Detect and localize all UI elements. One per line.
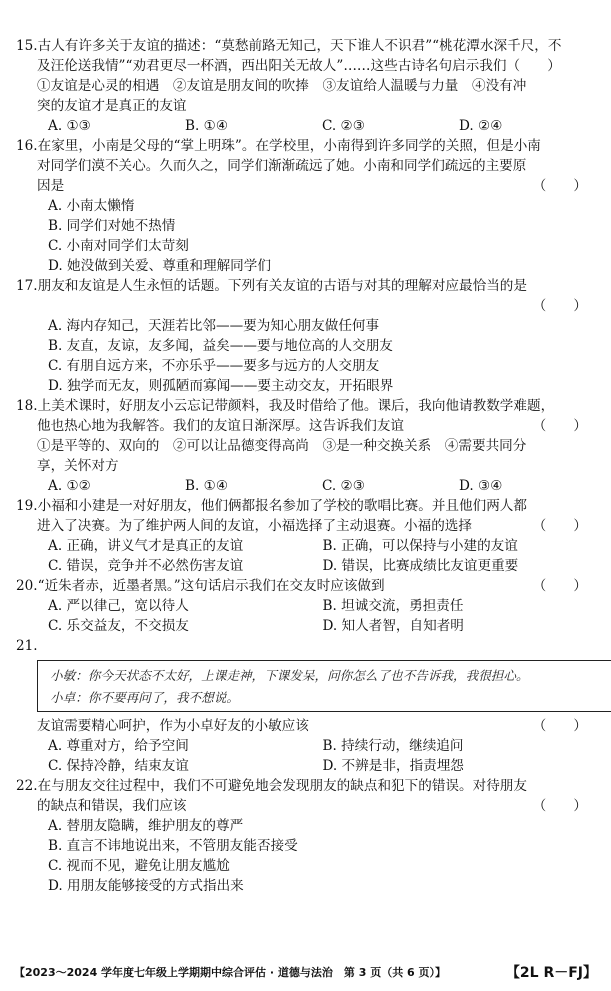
answer-blank[interactable]: （ ）	[532, 298, 587, 314]
question-20	[16, 576, 597, 636]
option-b[interactable]: B. 坦诚交流，勇担责任	[322, 598, 464, 614]
question-15-options	[16, 116, 597, 136]
option-d[interactable]: D. 她没做到关爱、尊重和理解同学们	[48, 258, 271, 274]
option-d[interactable]: D. 用朋友能够接受的方式指出来	[48, 878, 244, 894]
question-15-statements-1: ①友谊是心灵的相遇 ②友谊是朋友间的吹捧 ③友谊给人温暖与力量 ④没有冲	[37, 78, 527, 94]
option-c[interactable]: C. 有朋自远方来，不亦乐乎——要多与远方的人交朋友	[48, 358, 380, 374]
question-21-number-line	[16, 636, 597, 656]
question-19-stem-text-1: 小福和小建是一对好朋友，他们俩都报名参加了学校的歌唱比赛。并且他们两人都	[37, 498, 527, 514]
answer-blank[interactable]: （ ）	[532, 418, 587, 434]
question-22-stem-text-1: 在与朋友交往过程中，我们不可避免地会发现朋友的缺点和犯下的错误。对待朋友	[37, 778, 527, 794]
question-22-number: 22.	[16, 778, 38, 794]
option-d[interactable]: D. 知人者智，自知者明	[322, 618, 464, 634]
question-16-stem-line-3	[16, 176, 597, 196]
option-a[interactable]: A. 正确，讲义气才是真正的友谊	[48, 538, 244, 554]
question-19-options-row-2	[16, 556, 597, 576]
question-17-stem-text-1: 朋友和友谊是人生永恒的话题。下列有关友谊的古语与对其的理解对应最恰当的是	[37, 278, 527, 294]
option-a[interactable]: A. ①②	[48, 478, 91, 494]
question-18-stem-text-1: 上美术课时，好朋友小云忘记带颜料，我及时借给了他。课后，我向他请教数学难题，	[37, 398, 555, 414]
option-a[interactable]: A. 尊重对方，给予空间	[48, 738, 189, 754]
question-21-stem-line-1	[16, 716, 597, 736]
question-22-stem-line-1	[16, 776, 597, 796]
question-18-stem-line-1	[16, 396, 597, 416]
option-b[interactable]: B. 同学们对她不热情	[48, 218, 176, 234]
option-b[interactable]: B. ①④	[185, 478, 229, 494]
question-17	[16, 276, 597, 396]
question-19-stem-text-2: 进入了决赛。为了维护两人间的友谊，小福选择了主动退赛。小福的选择	[37, 518, 472, 534]
question-18-stem-text-2: 他也热心地为我解答。我们的友谊日渐深厚。这告诉我们友谊	[37, 418, 405, 434]
option-c[interactable]: C. 视而不见，避免让朋友尴尬	[48, 858, 230, 874]
option-d[interactable]: D. 独学而无友，则孤陋而寡闻——要主动交友，开拓眼界	[48, 378, 394, 394]
option-a[interactable]: A. 小南太懒惰	[48, 198, 135, 214]
question-19-number: 19.	[16, 498, 38, 514]
question-17-number: 17.	[16, 278, 38, 294]
question-16	[16, 136, 597, 276]
option-a[interactable]: A. 严以律己，宽以待人	[48, 598, 189, 614]
question-15-stem-line-1	[16, 36, 597, 56]
answer-blank[interactable]: （ ）	[532, 578, 587, 594]
option-c[interactable]: C. ②③	[322, 478, 365, 494]
dialog-box	[37, 660, 611, 712]
option-b[interactable]: B. 正确，可以保持与小建的友谊	[322, 538, 518, 554]
question-19-stem-line-1	[16, 496, 597, 516]
question-21	[16, 636, 597, 776]
answer-blank[interactable]: （ ）	[532, 798, 587, 814]
question-19-stem-line-2	[16, 516, 597, 536]
question-16-stem-line-2: 对同学们漠不关心。久而久之，同学们渐渐疏远了她。小南和同学们疏远的主要原	[37, 158, 527, 174]
question-16-stem-text-1: 在家里，小南是父母的“掌上明珠”。在学校里，小南得到许多同学的关照，但是小南	[37, 138, 541, 154]
option-a[interactable]: A. ①③	[48, 118, 91, 134]
option-a[interactable]: A. 替朋友隐瞒，维护朋友的尊严	[48, 818, 244, 834]
question-17-stem-line-1	[16, 276, 597, 296]
option-c[interactable]: C. ②③	[322, 118, 365, 134]
answer-blank[interactable]: （ ）	[532, 178, 587, 194]
question-18-stem-line-2	[16, 416, 597, 436]
page-footer	[0, 962, 611, 984]
question-16-stem-text-3: 因是	[37, 178, 65, 194]
option-b[interactable]: B. ①④	[185, 118, 229, 134]
question-15-number: 15.	[16, 38, 38, 54]
option-b[interactable]: B. 直言不讳地说出来，不管朋友能否接受	[48, 838, 298, 854]
question-15-statements-2: 突的友谊才是真正的友谊	[37, 98, 187, 114]
question-21-options-row-2	[16, 756, 597, 776]
question-20-stem-text-1: “近朱者赤，近墨者黑。”这句话启示我们在交友时应该做到	[37, 578, 385, 594]
question-21-number: 21.	[16, 638, 38, 654]
question-22	[16, 776, 597, 896]
question-20-options-row-1	[16, 596, 597, 616]
option-b[interactable]: B. 友直，友谅，友多闻，益矣——要与地位高的人交朋友	[48, 338, 393, 354]
question-22-stem-line-2	[16, 796, 597, 816]
footer-exam-info: 【2023～2024 学年度七年级上学期期中综合评估 · 道德与法治 第 3 页（共 6 页）】	[14, 966, 447, 979]
option-a[interactable]: A. 海内存知己，天涯若比邻——要为知心朋友做任何事	[48, 318, 380, 334]
question-20-options-row-2	[16, 616, 597, 636]
question-15-stem-line-2: 及汪伦送我情”“劝君更尽一杯酒，西出阳关无故人”……这些古诗名句启示我们（ ）	[37, 58, 561, 74]
question-19-options-row-1	[16, 536, 597, 556]
question-20-number: 20.	[16, 578, 38, 594]
option-b[interactable]: B. 持续行动，继续追问	[322, 738, 464, 754]
question-18-statements-1: ①是平等的、双向的 ②可以让品德变得高尚 ③是一种交换关系 ④需要共同分	[37, 438, 527, 454]
question-19	[16, 496, 597, 576]
option-d[interactable]: D. 不辨是非，指责埋怨	[322, 758, 464, 774]
question-21-stem-text-1: 友谊需要精心呵护，作为小卓好友的小敏应该	[37, 718, 309, 734]
question-18-number: 18.	[16, 398, 38, 414]
question-18-options	[16, 476, 597, 496]
option-d[interactable]: D. 错误，比赛成绩比友谊更重要	[322, 558, 519, 574]
footer-code: 【2L R－FJ】	[505, 965, 597, 981]
question-22-stem-text-2: 的缺点和错误，我们应该	[37, 798, 187, 814]
question-15-stem-text-1: 古人有许多关于友谊的描述：“莫愁前路无知己，天下谁人不识君”“桃花潭水深千尺，不	[37, 38, 562, 54]
option-c[interactable]: C. 保持冷静，结束友谊	[48, 758, 189, 774]
dialog-line-xiaozhuo: 小卓：你不要再问了，我不想说。	[50, 690, 239, 705]
option-d[interactable]: D. ③④	[459, 478, 503, 494]
option-c[interactable]: C. 错误，竞争并不必然伤害友谊	[48, 558, 244, 574]
dialog-line-xiaomin: 小敏：你今天状态不太好，上课走神，下课发呆，问你怎么了也不告诉我，我很担心。	[50, 668, 529, 683]
question-16-stem-line-1	[16, 136, 597, 156]
answer-blank[interactable]: （ ）	[532, 518, 587, 534]
option-d[interactable]: D. ②④	[459, 118, 503, 134]
question-15	[16, 36, 597, 136]
question-16-number: 16.	[16, 138, 38, 154]
question-20-stem-line-1	[16, 576, 597, 596]
question-18	[16, 396, 597, 496]
option-c[interactable]: C. 乐交益友，不交损友	[48, 618, 189, 634]
question-17-paren-line	[16, 296, 597, 316]
question-21-options-row-1	[16, 736, 597, 756]
answer-blank[interactable]: （ ）	[532, 718, 587, 734]
option-c[interactable]: C. 小南对同学们太苛刻	[48, 238, 189, 254]
question-18-statements-2: 享，关怀对方	[37, 458, 119, 474]
